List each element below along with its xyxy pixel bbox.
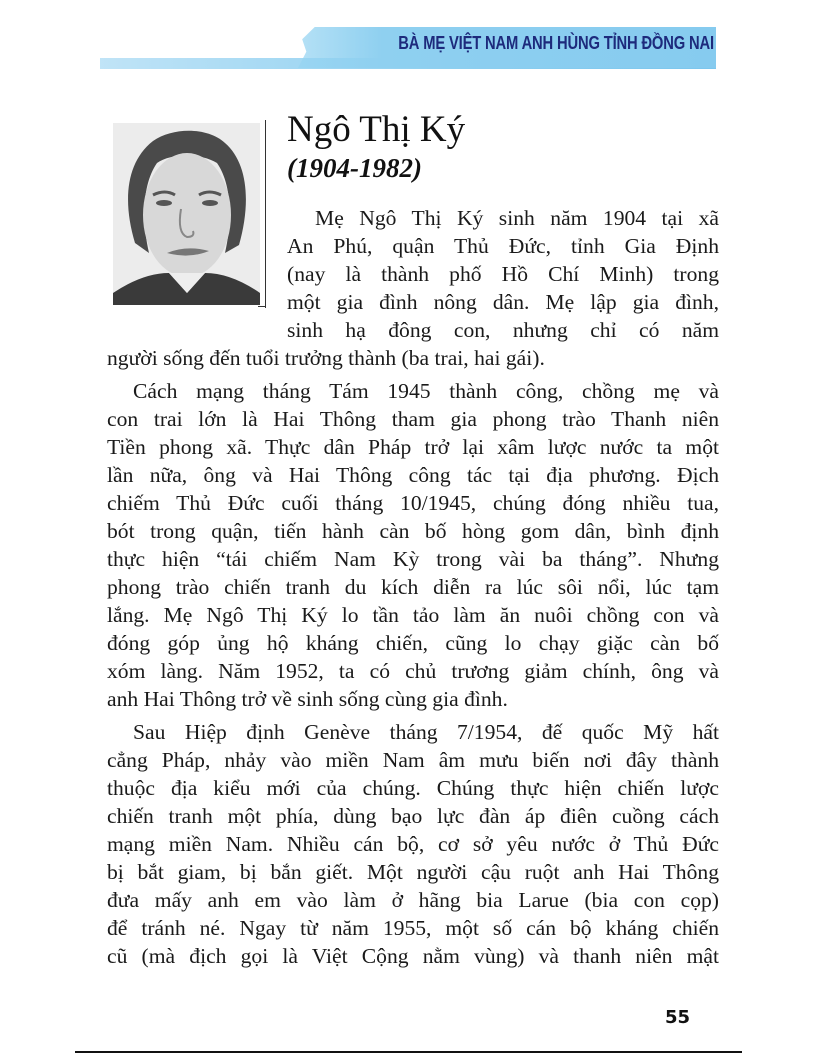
body-line: con trai lớn là Hai Thông tham gia phong trào Thanh niên — [107, 407, 719, 431]
body-line: cẳng Pháp, nhảy vào miền Nam âm mưu biến nơi đây thành — [107, 748, 719, 772]
body-line: bót trong quận, tiến hành càn bố hòng gom dân, bình định — [107, 519, 719, 543]
body-line: anh Hai Thông trở về sinh sống cùng gia đình. — [107, 687, 508, 711]
footer-rule — [75, 1051, 742, 1053]
page-number: 55 — [665, 1007, 691, 1028]
body-line: thuộc địa kiểu mới của chúng. Chúng thực hiện chiến lược — [107, 776, 719, 800]
portrait-frame-rule — [265, 120, 266, 308]
body-line: để tránh né. Ngay từ năm 1955, một số cán bộ kháng chiến — [107, 916, 719, 940]
body-line: Tiền phong xã. Thực dân Pháp trở lại xâm lược nước ta một — [107, 435, 719, 459]
portrait-photo — [113, 123, 260, 305]
body-line: một gia đình nông dân. Mẹ lập gia đình, — [287, 290, 719, 314]
portrait-illustration — [113, 123, 260, 305]
body-line: lắng. Mẹ Ngô Thị Ký lo tần tảo làm ăn nuôi chồng con và — [107, 603, 719, 627]
body-line: lần nữa, ông và Hai Thông công tác tại địa phương. Địch — [107, 463, 719, 487]
body-line: (nay là thành phố Hồ Chí Minh) trong — [287, 262, 719, 286]
body-line: An Phú, quận Thủ Đức, tỉnh Gia Định — [287, 234, 719, 258]
body-line: mạng miền Nam. Nhiều cán bộ, cơ sở yêu nước ở Thủ Đức — [107, 832, 719, 856]
body-line: Cách mạng tháng Tám 1945 thành công, chồng mẹ và — [133, 379, 719, 403]
body-line: đóng góp ủng hộ kháng chiến, cũng lo chạy giặc càn bố — [107, 631, 719, 655]
body-line: bị bắt giam, bị bắn giết. Một người cậu ruột anh Hai Thông — [107, 860, 719, 884]
body-line: Sau Hiệp định Genève tháng 7/1954, đế quốc Mỹ hất — [133, 720, 719, 744]
body-line: chiếm Thủ Đức cuối tháng 10/1945, chúng đóng nhiều tua, — [107, 491, 719, 515]
body-line: chiến tranh một phía, dùng bạo lực đàn áp điên cuồng cách — [107, 804, 719, 828]
body-line: Mẹ Ngô Thị Ký sinh năm 1904 tại xã — [315, 206, 719, 230]
profile-name: Ngô Thị Ký — [287, 109, 466, 150]
profile-years: (1904-1982) — [287, 153, 422, 183]
body-line: người sống đến tuổi trưởng thành (ba trai, hai gái). — [107, 346, 545, 370]
body-line: phong trào chiến tranh du kích diễn ra lúc sôi nổi, lúc tạm — [107, 575, 719, 599]
body-line: xóm làng. Năm 1952, ta có chủ trương giảm chính, ông và — [107, 659, 719, 683]
body-line: đưa mấy anh em vào làm ở hãng bia Larue (bia con cọp) — [107, 888, 719, 912]
portrait-frame-rule-bottom — [258, 306, 266, 307]
body-line: thực hiện “tái chiếm Nam Kỳ trong vài ba tháng”. Nhưng — [107, 547, 719, 571]
body-line: cũ (mà địch gọi là Việt Cộng nằm vùng) và thanh niên mật — [107, 944, 719, 968]
running-header-title: BÀ MẸ VIỆT NAM ANH HÙNG TỈNH ĐỒNG NAI — [398, 33, 714, 53]
body-line: sinh hạ đông con, nhưng chỉ có năm — [287, 318, 719, 342]
